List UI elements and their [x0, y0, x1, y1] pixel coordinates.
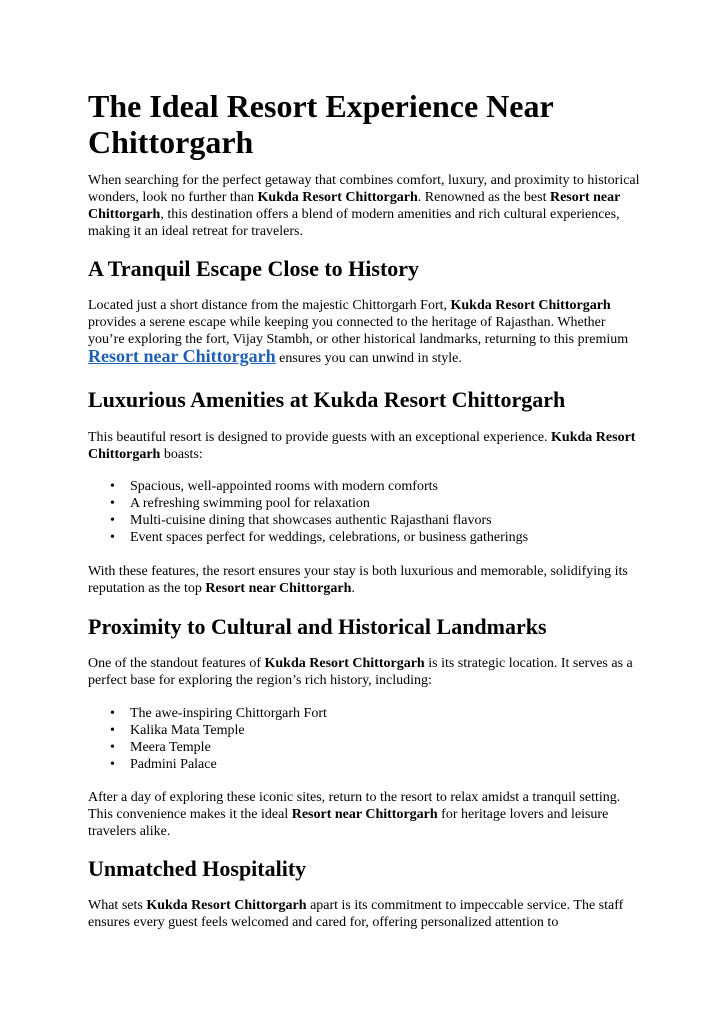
- landmarks-summary-paragraph: After a day of exploring these iconic sites, return to the resort to relax amidst a tranquil setting. This convenience makes it the ideal Resort near Chittorgarh for heritage lovers and leisure travelers alike.: [88, 790, 621, 839]
- section-heading-hospitality: Unmatched Hospitality: [88, 856, 307, 881]
- hospitality-paragraph: What sets Kukda Resort Chittorgarh apart is its commitment to impeccable service. The staff ensures every guest feels welcomed and cared for, offering personalized attention to: [88, 898, 624, 930]
- amenities-list: [88, 478, 640, 546]
- intro-paragraph: When searching for the perfect getaway that combines comfort, luxury, and proximity to historical wonders, look no further than Kukda Resort Chittorgarh. Renowned as the best Resort near Chittorgarh, this destination offers a blend of modern amenities and rich cultural experiences, making it an ideal retreat for travelers.: [88, 173, 640, 239]
- list-item: • Multi-cuisine dining that showcases authentic Rajasthani flavors: [88, 512, 640, 529]
- landmarks-intro-paragraph: One of the standout features of Kukda Resort Chittorgarh is its strategic location. It serves as a perfect base for exploring the region’s rich history, including:: [88, 656, 633, 688]
- landmarks-list: [88, 705, 640, 773]
- list-item: • The awe-inspiring Chittorgarh Fort: [88, 705, 640, 722]
- tranquil-paragraph: Located just a short distance from the majestic Chittorgarh Fort, Kukda Resort Chittorgarh provides a serene escape while keeping you connected to the heritage of Rajasthan. Whether you’re exploring the fort, Vijay Stambh, or other historical landmarks, returning to this premium Resort near Chittorgarh ensures you can unwind in style.: [88, 298, 629, 366]
- page-title: The Ideal Resort Experience Near Chittorgarh: [88, 88, 554, 160]
- section-heading-landmarks: Proximity to Cultural and Historical Landmarks: [88, 614, 547, 639]
- list-item: • Event spaces perfect for weddings, celebrations, or business gatherings: [88, 529, 640, 546]
- section-heading-amenities: Luxurious Amenities at Kukda Resort Chittorgarh: [88, 387, 566, 412]
- list-item: • Meera Temple: [88, 739, 640, 756]
- amenities-intro-paragraph: This beautiful resort is designed to provide guests with an exceptional experience. Kukda Resort Chittorgarh boasts:: [88, 430, 636, 462]
- section-heading-tranquil: A Tranquil Escape Close to History: [88, 256, 420, 281]
- list-item: • Padmini Palace: [88, 756, 640, 773]
- list-item: • Kalika Mata Temple: [88, 722, 640, 739]
- list-item: • A refreshing swimming pool for relaxation: [88, 495, 640, 512]
- list-item: • Spacious, well-appointed rooms with modern comforts: [88, 478, 640, 495]
- resort-near-chittorgarh-link[interactable]: Resort near Chittorgarh: [88, 346, 276, 366]
- amenities-summary-paragraph: With these features, the resort ensures your stay is both luxurious and memorable, solidifying its reputation as the top Resort near Chittorgarh.: [88, 564, 628, 596]
